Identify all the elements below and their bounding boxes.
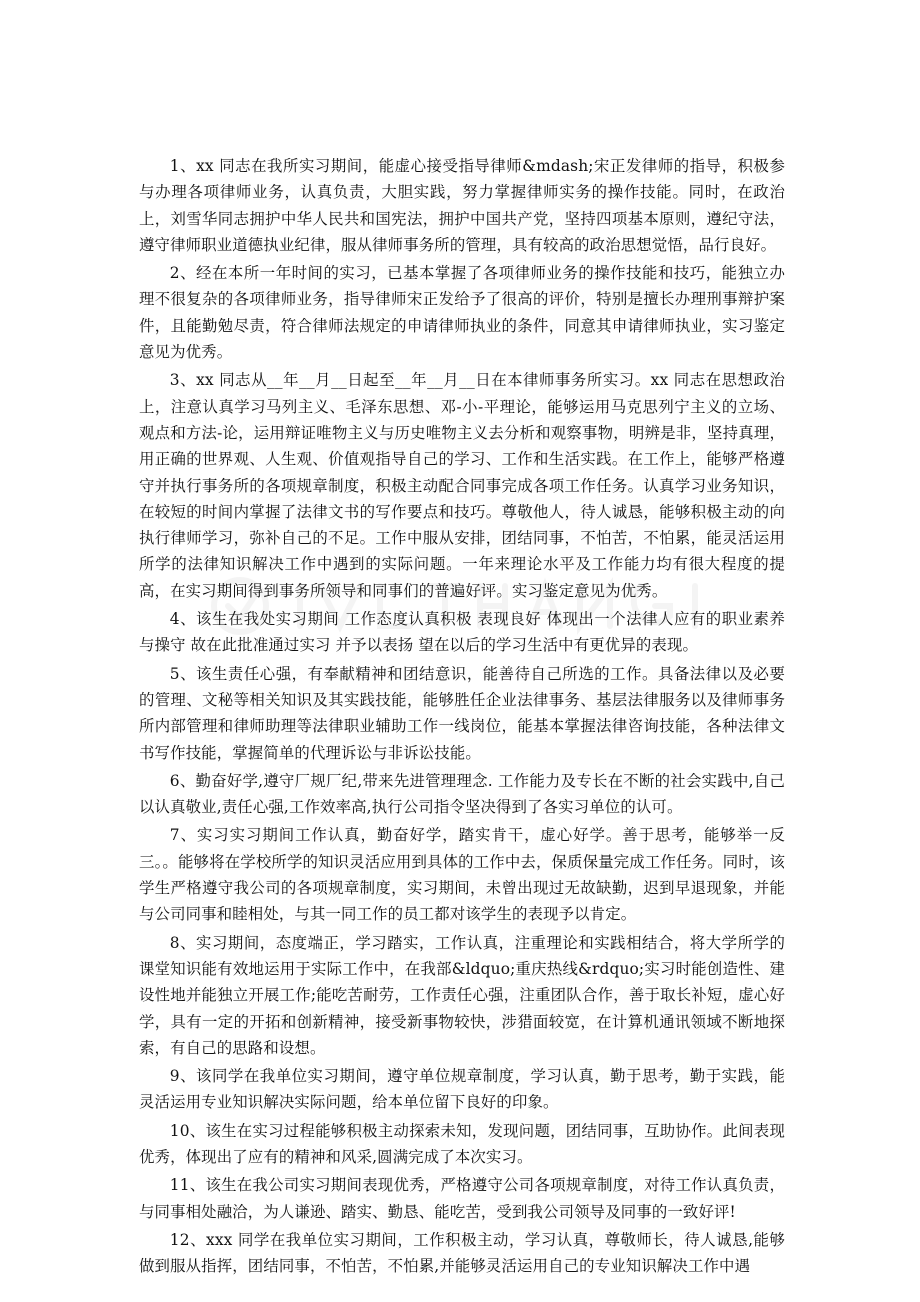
paragraph-10: 10、该生在实习过程能够积极主动探索未知，发现问题，团结同事，互助协作。此间表现优秀，体现出了应有的精神和风采,圆满完成了本次实习。 — [139, 1121, 785, 1166]
document-body — [139, 153, 785, 1281]
paragraph-3: 3、xx 同志从__年__月__日起至__年__月__日在本律师事务所实习。xx 同志在思想政治上，注意认真学习马列主义、毛泽东思想、邓-小-平理论，能够运用马克思列宁主义的立场、观点和方法-论，运用辩证唯物主义与历史唯物主义去分析和观察事物，明辨是非，坚持真理，用正确的世界观、人生观、价值观指导自己的学习、工作和生活实践。在工作上，能够严格遵守并执行事务所的各项规章制度，积极主动配合同事完成各项工作任务。认真学习业务知识，在较短的时间内掌握了法律文书的写作要点和技巧。尊敬他人，待人诚恳，能够积极主动的向执行律师学习，弥补自己的不足。工作中服从安排，团结同事，不怕苦，不怕累，能灵活运用所学的法律知识解决工作中遇到的实际问题。一年来理论水平及工作能力均有很大程度的提高，在实习期间得到事务所领导和同事们的普遍好评。实习鉴定意见为优秀。 — [139, 371, 785, 600]
paragraph-7: 7、实习实习期间工作认真，勤奋好学，踏实肯干，虚心好学。善于思考，能够举一反三。。能够将在学校所学的知识灵活应用到具体的工作中去，保质保量完成工作任务。同时，该学生严格遵守我公司的各项规章制度，实习期间，未曾出现过无故缺勤，迟到早退现象，并能与公司同事和睦相处，与其一同工作的员工都对该学生的表现予以肯定。 — [139, 826, 785, 924]
paragraph-9: 9、该同学在我单位实习期间，遵守单位规章制度，学习认真，勤于思考，勤于实践，能灵活运用专业知识解决实际问题，给本单位留下良好的印象。 — [139, 1067, 785, 1112]
paragraph-6: 6、勤奋好学,遵守厂规厂纪,带来先进管理理念. 工作能力及专长在不断的社会实践中,自己以认真敬业,责任心强,工作效率高,执行公司指令坚决得到了各实习单位的认可。 — [139, 771, 785, 817]
paragraph-8: 8、实习期间，态度端正，学习踏实，工作认真，注重理论和实践相结合，将大学所学的课堂知识能有效地运用于实际工作中，在我部&ldquo;重庆热线&rdquo;实习时能创造性、建设性地并能独立开展工作;能吃苦耐劳，工作责任心强，注重团队合作，善于取长补短，虚心好学，具有一定的开拓和创新精神，接受新事物较快，涉猎面较宽，在计算机通讯领域不断地探索，有自己的思路和设想。 — [139, 933, 785, 1057]
paragraph-4: 4、该生在我处实习期间 工作态度认真积极 表现良好 体现出一个法律人应有的职业素养与操守 故在此批准通过实习 并予以表扬 望在以后的学习生活中有更优异的表现。 — [139, 610, 785, 655]
paragraph-12: 12、xxx 同学在我单位实习期间，工作积极主动，学习认真，尊敬师长，待人诚恳,能够做到服从指挥，团结同事，不怕苦，不怕累,并能够灵活运用自己的专业知识解决工作中遇 — [139, 1230, 785, 1276]
paragraph-11: 11、该生在我公司实习期间表现优秀，严格遵守公司各项规章制度，对待工作认真负责，与同事相处融洽，为人谦逊、踏实、勤恳、能吃苦，受到我公司领导及同事的一致好评! — [139, 1176, 785, 1221]
paragraph-1: 1、xx 同志在我所实习期间，能虚心接受指导律师&mdash;宋正发律师的指导，积极参与办理各项律师业务，认真负责，大胆实践，努力掌握律师实务的操作技能。同时，在政治上，刘雪华同志拥护中华人民共和国宪法，拥护中国共产党，坚持四项基本原则，遵纪守法，遵守律师职业道德执业纪律，服从律师事务所的管理，具有较高的政治思想觉悟，品行良好。 — [139, 157, 785, 254]
paragraph-2: 2、经在本所一年时间的实习，已基本掌握了各项律师业务的操作技能和技巧，能独立办理不很复杂的各项律师业务，指导律师宋正发给予了很高的评价，特别是擅长办理刑事辩护案件，且能勤勉尽责，符合律师法规定的申请律师执业的条件，同意其申请律师执业，实习鉴定意见为优秀。 — [139, 264, 785, 362]
paragraph-5: 5、该生责任心强，有奉献精神和团结意识，能善待自己所选的工作。具备法律以及必要的管理、文秘等相关知识及其实践技能，能够胜任企业法律事务、基层法律服务以及律师事务所内部管理和律师助理等法律职业辅助工作一线岗位，能基本掌握法律咨询技能，各种法律文书写作技能，掌握简单的代理诉讼与非诉讼技能。 — [139, 664, 785, 762]
